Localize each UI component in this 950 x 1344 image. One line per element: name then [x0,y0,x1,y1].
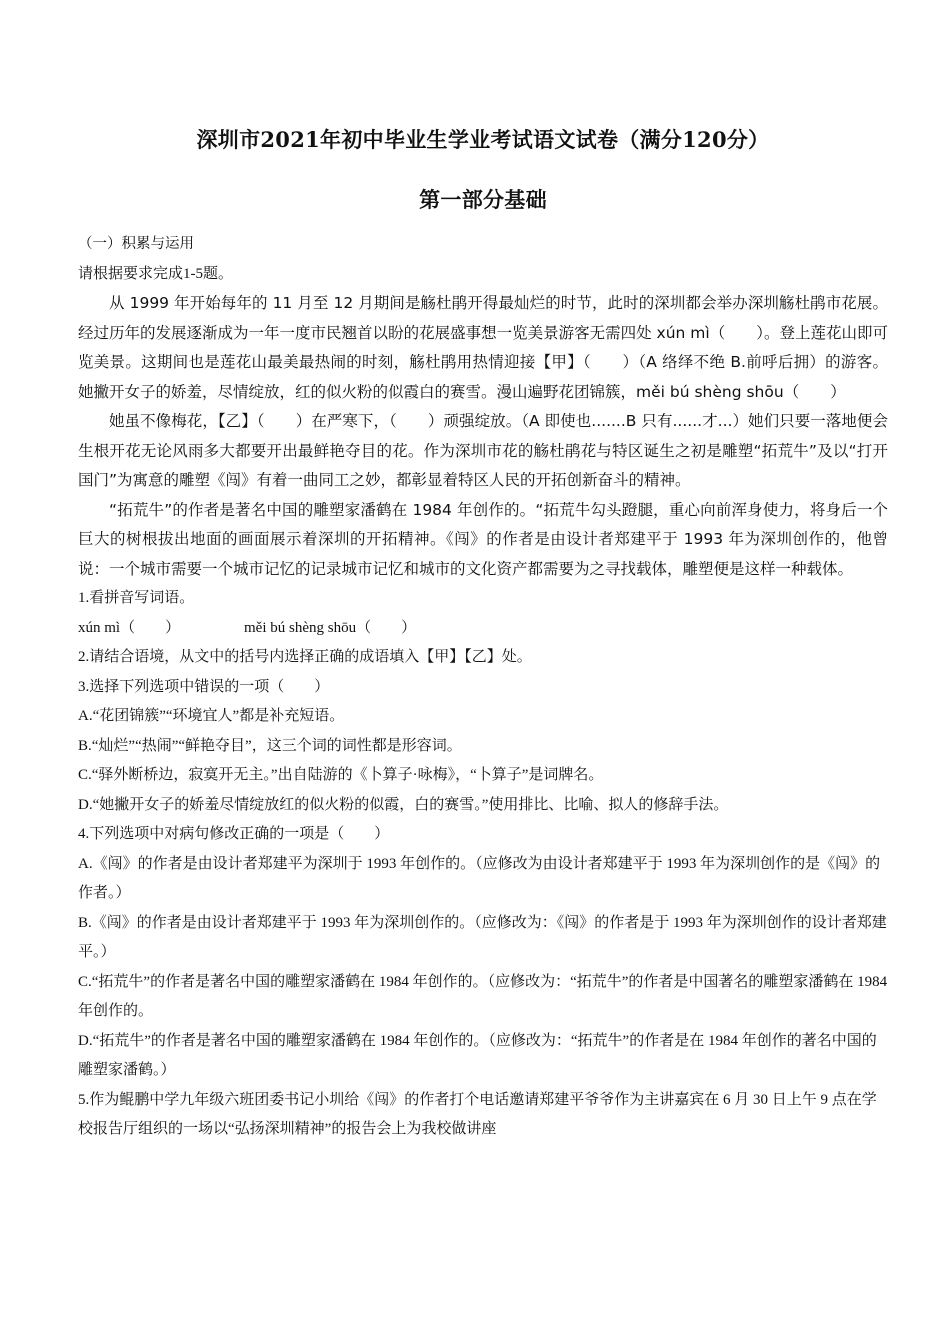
question-4-option-d: D.“拓荒牛”的作者是著名中国的雕塑家潘鹤在 1984 年创作的。（应修改为：“拓荒牛”的作者是在 1984 年创作的著名中国的雕塑家潘鹤。） [78,1032,877,1078]
instruction: 请根据要求完成1-5题。 [78,265,233,282]
pinyin-blank-1[interactable]: xún mì（ ） [78,619,181,636]
question-2: 2.请结合语境，从文中的括号内选择正确的成语填入【甲】【乙】处。 [78,649,532,665]
section-heading: （一）积累与运用 [78,236,194,252]
passage-paragraph-1: 从 1999 年开始每年的 11 月至 12 月期间是觞杜鹃开得最灿烂的时节，此时的深圳都会举办深圳觞杜鹃市花展。经过历年的发展逐渐成为一年一度市民翘首以盼的花展盛事想一览美景游客无需四处 xún mì（ ）。登上莲花山即可览美景。这期间也是莲花山最美最热闹的时刻，觞杜鹃用热情迎接【甲】（ ）（A 络绎不绝 B.前呼后拥）的游客。她撇开女子的娇羞，尽情绽放，红的似火粉的似霞白的赛雪。漫山遍野花团锦簇，měi bú shèng shōu（ ） [78,294,888,401]
exam-title: 深圳市2021年初中毕业生学业考试语文试卷（满分120分） [196,127,770,152]
question-1: 1.看拼音写词语。 [78,590,195,606]
question-4-option-b: B.《闯》的作者是由设计者郑建平于 1993 年为深圳创作的。（应修改为：《闯》的作者是于 1993 年为深圳创作的设计者郑建平。） [78,914,887,960]
question-3: 3.选择下列选项中错误的一项（ ） [78,678,330,695]
part-title: 第一部分基础 [419,187,547,212]
question-1-answer-line [78,614,888,644]
question-3-option-b: B.“灿烂”“热闹”“鲜艳夺目”，这三个词的词性都是形容词。 [78,737,462,754]
question-4: 4.下列选项中对病句修改正确的一项是（ ） [78,826,390,842]
question-5: 5.作为鲲鹏中学九年级六班团委书记小圳给《闯》的作者打个电话邀请郑建平爷爷作为主讲嘉宾在 6 月 30 日上午 9 点在学校报告厅组织的一场以“弘扬深圳精神”的报告会上为我校做讲座 [78,1091,877,1137]
question-4-option-a: A.《闯》的作者是由设计者郑建平为深圳于 1993 年创作的。（应修改为由设计者郑建平于 1993 年为深圳创作的是《闯》的作者。） [78,855,881,901]
passage-paragraph-3: “拓荒牛”的作者是著名中国的雕塑家潘鹤在 1984 年创作的。“拓荒牛勾头蹬腿，重心向前浑身使力，将身后一个巨大的树根拔出地面的画面展示着深圳的开拓精神。《闯》的作者是由设计者郑建平于 1993 年为深圳创作的，他曾说：一个城市需要一个城市记忆的记录城市记忆和城市的文化资产都需要为之寻找载体，雕塑便是这样一种载体。 [78,500,888,578]
question-3-option-a: A.“花团锦簇”“环境宜人”都是补充短语。 [78,708,345,724]
question-3-option-d: D.“她撇开女子的娇羞尽情绽放红的似火粉的似霞，白的赛雪。”使用排比、比喻、拟人的修辞手法。 [78,796,729,813]
pinyin-blank-2[interactable]: měi bú shèng shōu（ ） [244,619,417,636]
question-4-option-c: C.“拓荒牛”的作者是著名中国的雕塑家潘鹤在 1984 年创作的。（应修改为：“拓荒牛”的作者是中国著名的雕塑家潘鹤在 1984 年创作的。 [78,973,888,1019]
passage-paragraph-2: 她虽不像梅花，【乙】（ ）在严寒下，（ ）顽强绽放。（A 即使也.......B 只有......才...）她们只要一落地便会生根开花无论风雨多大都要开出最鲜艳夺目的花。作为深圳市花的觞杜鹃花与特区诞生之初是雕塑“拓荒牛”及以“打开国门”为寓意的雕塑《闯》有着一曲同工之妙，都彰显着特区人民的开拓创新奋斗的精神。 [78,412,888,489]
question-3-option-c: C.“驿外断桥边，寂寞开无主。”出自陆游的《卜算子·咏梅》，“卜算子”是词牌名。 [78,767,604,783]
